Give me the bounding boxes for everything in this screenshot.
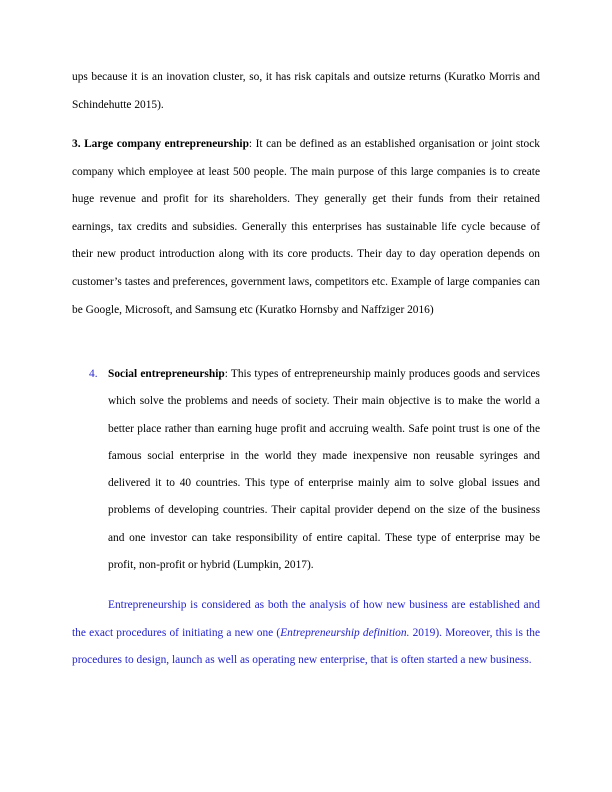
paragraph-text: ups because it is an inovation cluster, so, it has risk capitals and outsize returns (Kuratko Morris and Schindehutte 2015). (72, 71, 540, 111)
paragraph-definition (72, 592, 540, 675)
paragraph-large-company (72, 131, 540, 324)
list-number: 4. (89, 368, 98, 380)
paragraph-continuation (72, 64, 540, 119)
section-heading: 3. Large company entrepreneurship (72, 138, 249, 150)
section-heading: Social entrepreneurship (108, 368, 225, 380)
citation-title: Entrepreneurship definition. (280, 626, 410, 639)
list-item-social-entrepreneurship (108, 361, 540, 579)
paragraph-text-end: 2019). Moreover, this is the procedures to design, launch as well as operating new enterprise, that is often started a new business. (72, 626, 540, 667)
list-item-text: : This types of entrepreneurship mainly produces goods and services which solve the problems and needs of society. Their main objective is to make the world a better place rather than earning huge profit and accruing wealth. Safe point trust is one of the famous social enterprise in the world they made inexpensive non reusable syringes and delivered it to 40 countries. This type of enterprise mainly aim to solve global issues and problems of developing countries. Their capital provider depend on the size of the business and one investor can take responsibility of entire capital. These type of enterprise may be profit, non-profit or hybrid (Lumpkin, 2017). (108, 368, 540, 572)
paragraph-text: Entrepreneurship is considered as both the analysis of how new business are established and the exact procedures of initiating a new one ( (72, 599, 540, 639)
paragraph-text: : It can be defined as an established organisation or joint stock company which employee at least 500 people. The main purpose of this large companies is to create huge revenue and profit for its shareholders. They generally get their funds from their retained earnings, tax credits and subsidies. Generally this enterprises has sustainable life cycle because of their new product introduction along with its core products. Their day to day operation depends on customer’s tastes and preferences, government laws, competitors etc. Example of large companies can be Google, Microsoft, and Samsung etc (Kuratko Hornsby and Naffziger 2016) (72, 138, 540, 316)
